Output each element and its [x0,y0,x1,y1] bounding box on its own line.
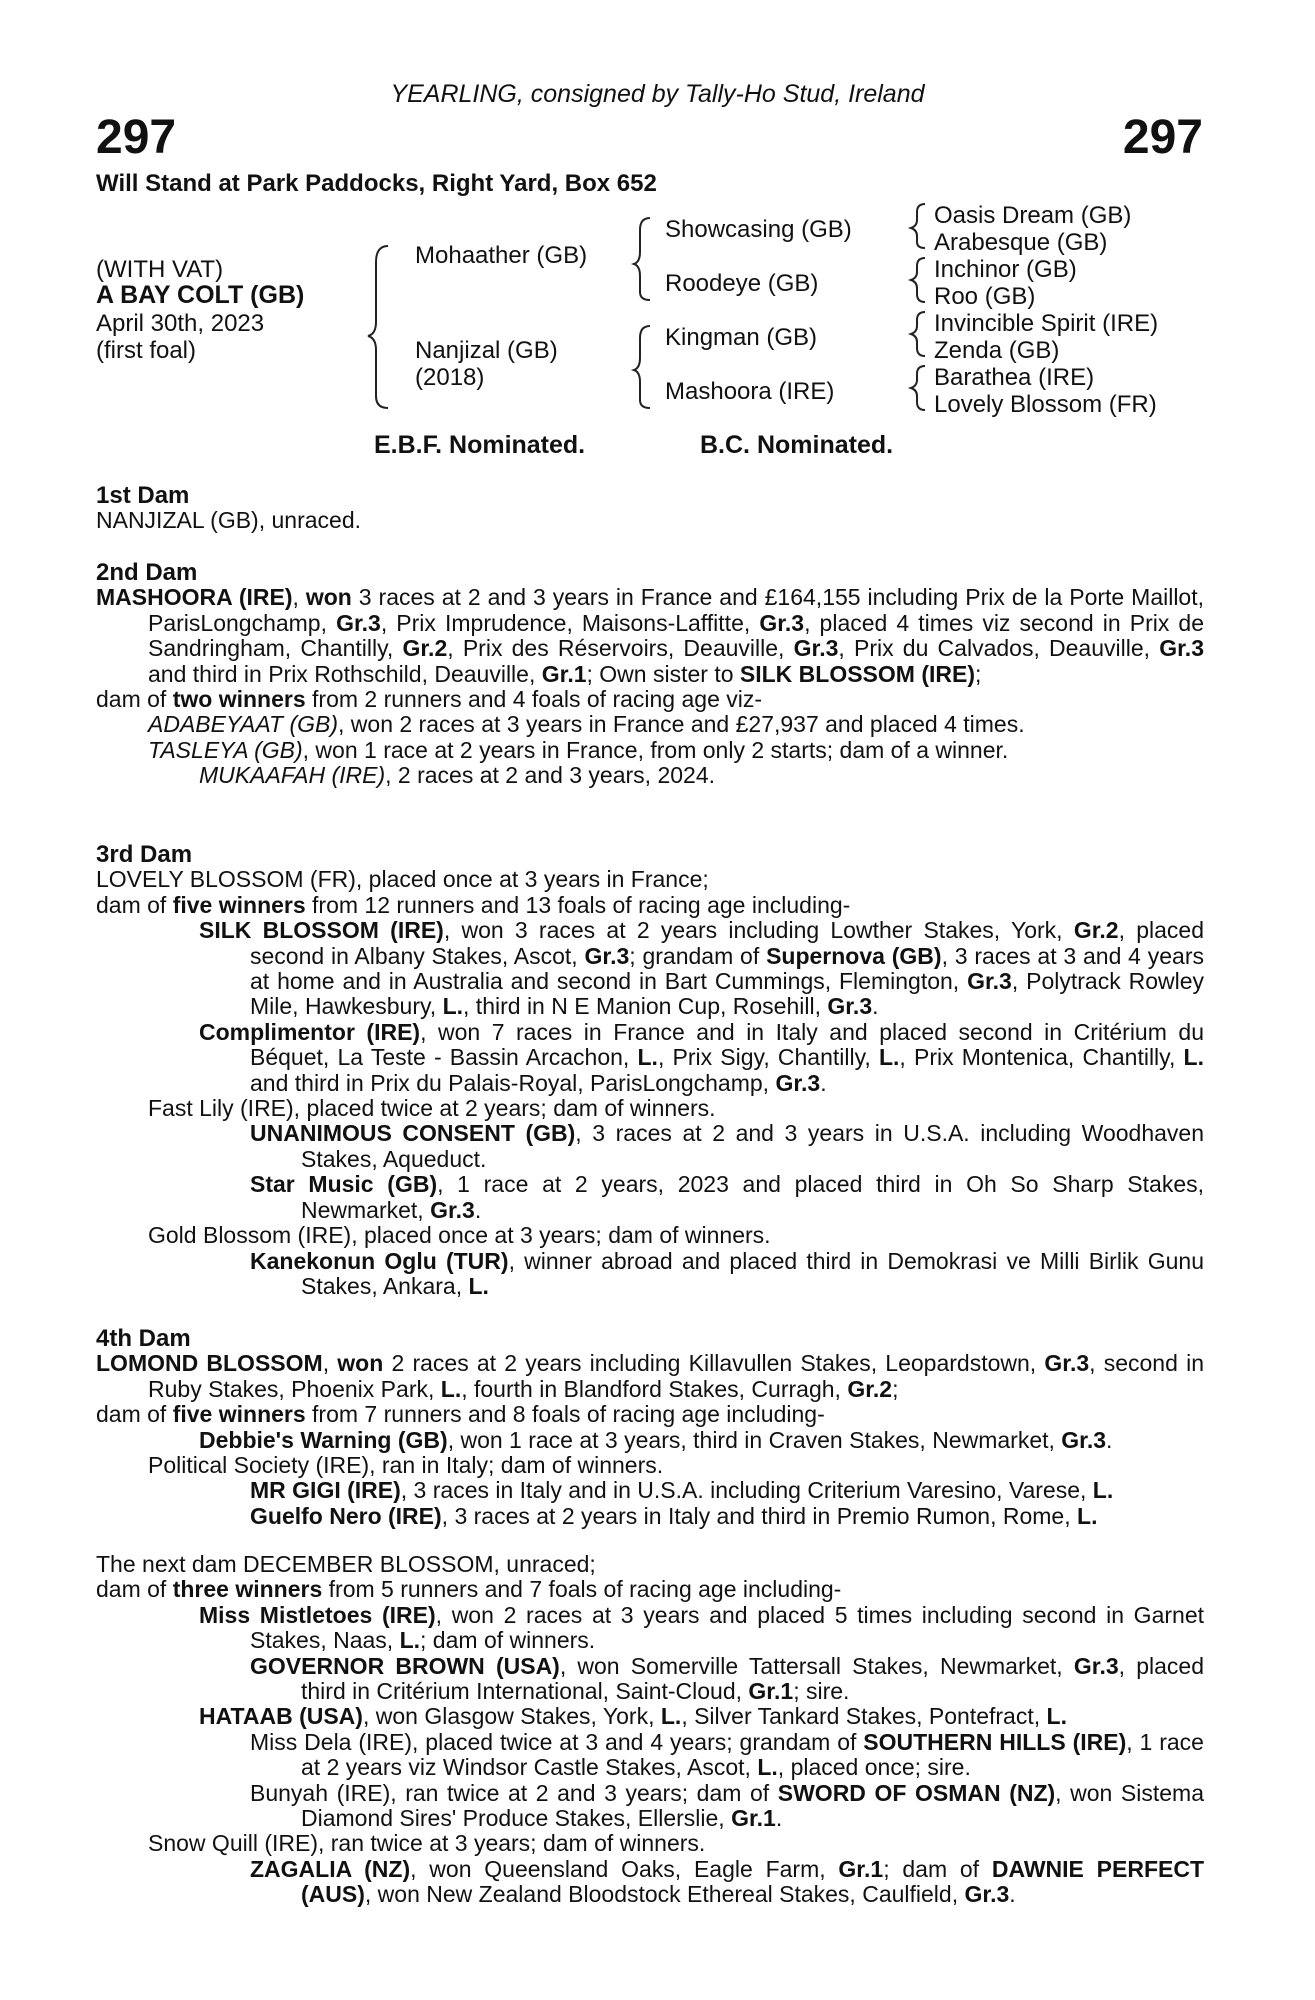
produce-entry: Political Society (IRE), ran in Italy; dam of winners. [148,1452,664,1479]
horse-name: MR GIGI (IRE) [250,1477,401,1504]
grade-label: Gr.3 [759,609,805,636]
listed-label: L. [878,1044,900,1071]
horse-name: SILK BLOSSOM (IRE) [739,660,976,687]
text-run: Bunyah (IRE), ran twice at 2 and 3 years; dam of [250,1779,778,1806]
horse-name: Miss Mistletoes (IRE) [199,1601,436,1628]
next-dam-record: The next dam DECEMBER BLOSSOM, unraced; [96,1551,596,1577]
second-dam-produce-summary [96,687,1204,712]
pedigree-sire-sire: Showcasing (GB) [665,216,852,243]
brace-main [368,246,388,408]
third-dam-produce-summary [96,893,1204,918]
grade-label: Gr.3 [584,942,630,969]
listed-label: L. [637,1044,658,1071]
first-dam-heading: 1st Dam [96,482,190,509]
listed-label: L. [1092,1477,1114,1504]
second-dam-section [96,560,1204,789]
pedigree-dam-sire: Kingman (GB) [665,324,818,351]
text-run: , third in N E Manion Cup, Rosehill, [463,993,828,1020]
text-run: , placed 4 times viz second in Prix de Sandringham, Chantilly, [148,609,1204,662]
horse-name: MUKAAFAH (IRE) [199,762,386,789]
produce-entry [96,1730,1204,1781]
text-run: , [292,584,306,611]
horse-name: HATAAB (USA) [199,1703,363,1730]
text-run: , won 3 races at 2 years including Lowther Stakes, York, [443,917,1074,944]
foaling-date: April 30th, 2023 [96,310,265,337]
first-dam-text: NANJIZAL (GB), unraced. [96,507,362,534]
grade-label: Gr.3 [964,1881,1010,1908]
winners-count: three winners [172,1576,323,1603]
text-run: , won 1 race at 3 years, third in Craven Stakes, Newmarket, [447,1426,1062,1453]
fourth-dam-section [96,1326,1204,1529]
text-run: , Prix des Réservoirs, Deauville, [447,635,794,662]
listed-label: L. [1183,1044,1204,1071]
fourth-dam-produce-summary [96,1402,1204,1427]
pedigree-gen3-2: Arabesque (GB) [934,229,1108,256]
grade-label: Gr.3 [430,1196,475,1223]
text-run: from 2 runners and 4 foals of racing age viz- [305,686,763,713]
brace-g1 [911,204,925,248]
text-run: ; [975,660,982,687]
winners-count: two winners [172,686,306,713]
text-run: , won New Zealand Bloodstock Ethereal Stakes, Caulfield, [364,1881,965,1908]
text-run: , 3 races in Italy and in U.S.A. including Criterium Varesino, Varese, [400,1477,1093,1504]
grade-label: Gr.3 [1044,1350,1090,1377]
grade-label: Gr.3 [827,993,873,1020]
produce-entry [96,918,1204,1020]
pedigree-dam: Nanjizal (GB) [415,337,558,364]
horse-name: Kanekonun Oglu (TUR) [250,1247,509,1274]
text-run: , won 1 race at 2 years in France, from only 2 starts; dam of a winner. [302,736,1009,763]
horse-name: TASLEYA (GB) [148,736,303,763]
bc-nomination: B.C. Nominated. [700,431,894,459]
text-run: , won Somerville Tattersall Stakes, Newmarket, [559,1652,1074,1679]
pedigree-gen3-8: Lovely Blossom (FR) [934,391,1157,418]
horse-name: UNANIMOUS CONSENT (GB) [250,1120,576,1147]
text-run: ; sire. [793,1678,850,1705]
grade-label: Gr.3 [775,1069,821,1096]
text-run: 3 races at 2 and 3 years in France and £164,155 including Prix de la Porte Maillot, ParisLongchamp, [148,584,1205,636]
text-run: dam of [96,1576,173,1603]
text-run: , won 7 races in France and in Italy and placed second in Critérium du Béquet, La Teste - Bassin Arcachon, [250,1018,1204,1071]
produce-entry: Fast Lily (IRE), placed twice at 2 years; dam of winners. [148,1095,716,1122]
grade-label: Gr.3 [1061,1426,1107,1453]
second-dam-record [96,585,1204,687]
text-run: , won Glasgow Stakes, York, [362,1703,661,1730]
produce-entry [96,1781,1204,1832]
third-dam-record: LOVELY BLOSSOM (FR), placed once at 3 years in France; [96,866,709,893]
text-run: Miss Dela (IRE), placed twice at 3 and 4 years; grandam of [250,1728,864,1755]
pedigree-sire: Mohaather (GB) [415,242,588,269]
produce-entry [96,1249,1204,1300]
fourth-dam-heading: 4th Dam [96,1325,191,1352]
text-run: ; grandam of [629,942,767,969]
brace-g4 [911,366,925,410]
brace-dam [634,326,650,408]
grade-label: Gr.3 [967,968,1012,995]
horse-name: Debbie's Warning (GB) [199,1426,448,1453]
third-dam-heading: 3rd Dam [96,841,193,868]
listed-label: L. [1046,1703,1067,1730]
produce-entry [96,1603,1204,1654]
won-label: won [305,584,352,611]
text-run: , Prix Imprudence, Maisons-Laffitte, [380,609,760,636]
text-run: from 5 runners and 7 foals of racing age including- [322,1576,842,1603]
produce-entry [96,738,1204,763]
text-run: dam of [96,1401,173,1428]
won-label: won [337,1350,384,1377]
horse-name: SWORD OF OSMAN (NZ) [777,1779,1056,1806]
text-run: , Prix Sigy, Chantilly, [657,1044,879,1071]
grade-label: Gr.1 [838,1855,884,1882]
fourth-dam-record [96,1351,1204,1402]
grade-label: Gr.3 [1159,635,1204,662]
horse-name: DAWNIE PERFECT (AUS) [301,1855,1205,1908]
grade-label: Gr.3 [1073,1652,1119,1679]
text-run: , Silver Tankard Stakes, Pontefract, [681,1703,1047,1730]
text-run: . [1009,1881,1016,1908]
winners-count: five winners [172,1401,306,1428]
text-run: ; [892,1375,899,1402]
text-run: dam of [96,686,173,713]
produce-entry [96,1020,1204,1096]
catalogue-subtitle: YEARLING, consigned by Tally-Ho Stud, Ireland [390,80,925,108]
text-run: . [1106,1426,1113,1453]
brace-sire [634,218,650,300]
produce-entry: Gold Blossom (IRE), placed once at 3 years; dam of winners. [148,1222,771,1249]
first-dam-section [96,483,1204,534]
horse-name: GOVERNOR BROWN (USA) [250,1652,560,1679]
grade-label: Gr.1 [748,1678,794,1705]
listed-label: L. [660,1703,682,1730]
horse-name: Star Music (GB) [250,1171,438,1198]
text-run: and third in Prix Rothschild, Deauville, [148,660,542,687]
lot-number-right: 297 [1122,111,1203,164]
pedigree-gen3-7: Barathea (IRE) [934,364,1095,391]
pedigree-gen3-5: Invincible Spirit (IRE) [934,310,1159,337]
next-dam-produce-summary [96,1577,1204,1602]
horse-name: ADABEYAAT (GB) [148,711,339,738]
pedigree-sire-dam: Roodeye (GB) [665,270,819,297]
text-run: , 1 race at 2 years, 2023 and placed third in Oh So Sharp Stakes, Newmarket, [301,1171,1204,1223]
text-run: , 3 races at 3 and 4 years at home and in Australia and second in Bart Cummings, Flemington, [250,942,1205,995]
text-run: . [474,1196,482,1223]
horse-name: Guelfo Nero (IRE) [250,1502,442,1529]
second-dam-heading: 2nd Dam [96,559,198,586]
produce-entry [96,1478,1204,1503]
text-run: , Prix Montenica, Chantilly, [899,1044,1184,1071]
foal-note: (first foal) [96,337,197,364]
grade-label: Gr.2 [1073,917,1119,944]
text-run: 2 races at 2 years including Killavullen Stakes, Leopardstown, [383,1350,1045,1377]
vat-note: (WITH VAT) [96,256,224,283]
listed-label: L. [468,1272,489,1299]
lot-horse-name: A BAY COLT (GB) [96,281,305,309]
produce-entry [96,1654,1204,1705]
horse-name: SILK BLOSSOM (IRE) [199,917,444,944]
next-dam-section [96,1552,1204,1908]
grade-label: Gr.3 [793,635,839,662]
text-run: , 3 races at 2 and 3 years in U.S.A. including Woodhaven Stakes, Aqueduct. [301,1120,1204,1172]
text-run: , fourth in Blandford Stakes, Curragh, [461,1375,848,1402]
pedigree-gen3-3: Inchinor (GB) [934,256,1077,283]
pedigree-gen3-6: Zenda (GB) [934,337,1060,364]
pedigree-gen3-1: Oasis Dream (GB) [934,202,1132,229]
produce-entry [96,763,1204,788]
listed-label: L. [757,1754,778,1781]
pedigree-dam-year: (2018) [415,364,485,391]
text-run: , won Queensland Oaks, Eagle Farm, [410,1855,839,1882]
stabling-location: Will Stand at Park Paddocks, Right Yard, Box 652 [96,170,657,197]
listed-label: L. [440,1375,462,1402]
produce-entry [96,712,1204,737]
grade-label: Gr.1 [731,1805,776,1832]
text-run: dam of [96,891,173,918]
listed-label: L. [442,993,464,1020]
horse-name: ZAGALIA (NZ) [250,1855,411,1882]
text-run: from 7 runners and 8 foals of racing age including- [305,1401,825,1428]
pedigree-dam-dam: Mashoora (IRE) [665,378,835,405]
winners-count: five winners [172,891,306,918]
listed-label: L. [399,1627,421,1654]
produce-entry [96,1504,1204,1529]
text-run: ; dam of winners. [420,1627,596,1654]
text-run: . [820,1069,827,1096]
text-run: , placed once; sire. [777,1754,971,1781]
text-run: from 12 runners and 13 foals of racing age including- [305,891,851,918]
ebf-nomination: E.B.F. Nominated. [374,431,586,459]
pedigree-gen3-4: Roo (GB) [934,283,1036,310]
text-run: ; dam of [883,1855,992,1882]
text-run: , Prix du Calvados, Deauville, [838,635,1160,662]
listed-label: L. [1077,1502,1098,1529]
horse-name: Complimentor (IRE) [199,1018,421,1045]
produce-entry [96,1704,1204,1729]
grade-label: Gr.2 [847,1375,893,1402]
text-run: and third in Prix du Palais-Royal, ParisLongchamp, [250,1069,776,1096]
produce-entry [96,1857,1204,1908]
text-run: , [322,1350,338,1377]
third-dam-section [96,842,1204,1299]
horse-name: Supernova (GB) [766,942,942,969]
text-run: , second in Ruby Stakes, Phoenix Park, [148,1350,1204,1402]
text-run: . [775,1805,783,1832]
grade-label: Gr.2 [402,635,448,662]
text-run: . [872,993,879,1020]
grade-label: Gr.1 [541,660,587,687]
produce-entry [96,1172,1204,1223]
grade-label: Gr.3 [336,609,381,636]
produce-entry [96,1428,1204,1453]
text-run: , 3 races at 2 years in Italy and third in Premio Rumon, Rome, [441,1502,1078,1529]
text-run: , won Sistema Diamond Sires' Produce Stakes, Ellerslie, [301,1779,1204,1832]
brace-g3 [911,312,925,356]
text-run: , 2 races at 2 and 3 years, 2024. [385,762,716,789]
horse-name: LOMOND BLOSSOM [96,1350,323,1377]
text-run: , Polytrack Rowley Mile, Hawkesbury, [250,968,1205,1020]
text-run: , placed third in Critérium International, Saint-Cloud, [301,1652,1204,1705]
text-run: , won 2 races at 3 years and placed 5 times including second in Garnet Stakes, Naas, [250,1601,1204,1654]
produce-entry: Snow Quill (IRE), ran twice at 3 years; dam of winners. [148,1830,706,1857]
text-run: , placed second in Albany Stakes, Ascot, [250,917,1204,969]
text-run: ; Own sister to [586,660,740,687]
horse-name: MASHOORA (IRE) [96,584,293,611]
text-run: , won 2 races at 3 years in France and £27,937 and placed 4 times. [338,711,1025,738]
lot-number-left: 297 [96,111,177,164]
text-run: , 1 race at 2 years viz Windsor Castle Stakes, Ascot, [301,1728,1204,1781]
produce-entry [96,1121,1204,1172]
text-run: , winner abroad and placed third in Demokrasi ve Milli Birlik Gunu Stakes, Ankara, [301,1247,1204,1299]
horse-name: SOUTHERN HILLS (IRE) [863,1728,1127,1755]
brace-g2 [911,258,925,302]
